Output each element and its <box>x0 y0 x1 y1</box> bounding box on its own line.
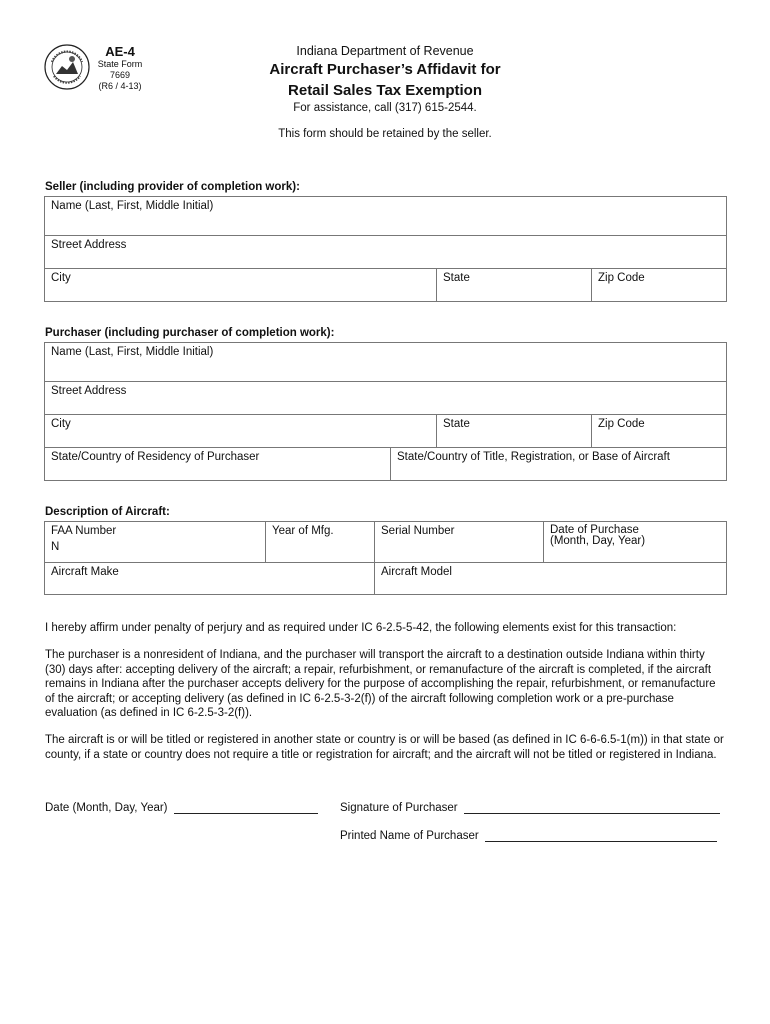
form-identifier <box>92 44 148 92</box>
aircraft-title-registration-label: State/Country of Title, Registration, or Base of Aircraft <box>397 451 670 463</box>
purchaser-residency-label: State/Country of Residency of Purchaser <box>51 451 260 463</box>
seller-state-label: State <box>443 272 470 284</box>
purchaser-signature-row <box>340 802 720 814</box>
aircraft-section-title: Description of Aircraft: <box>45 506 170 518</box>
serial-number-field[interactable] <box>375 522 544 563</box>
aircraft-make-label: Aircraft Make <box>51 566 119 578</box>
purchaser-residency-field[interactable] <box>45 448 391 481</box>
date-signed-label: Date (Month, Day, Year) <box>45 802 168 814</box>
purchaser-city-label: City <box>51 418 71 430</box>
aircraft-model-label: Aircraft Model <box>381 566 452 578</box>
aircraft-make-field[interactable] <box>45 563 375 595</box>
form-title-line-2: Retail Sales Tax Exemption <box>288 82 482 99</box>
serial-number-label: Serial Number <box>381 525 455 537</box>
purchaser-table <box>44 342 727 481</box>
seller-street-field[interactable] <box>45 236 727 269</box>
seller-city-label: City <box>51 272 71 284</box>
purchaser-city-field[interactable] <box>45 415 437 448</box>
form-revision: (R6 / 4-13) <box>98 81 142 91</box>
date-signed-line[interactable] <box>174 802 318 814</box>
date-of-purchase-field[interactable] <box>544 522 727 563</box>
faa-number-prefix: N <box>51 541 60 553</box>
year-of-mfg-field[interactable] <box>266 522 375 563</box>
seller-zip-field[interactable] <box>592 269 727 302</box>
purchaser-street-field[interactable] <box>45 382 727 415</box>
seller-street-label: Street Address <box>51 239 127 251</box>
form-header <box>200 44 570 140</box>
seller-state-field[interactable] <box>437 269 592 302</box>
purchaser-name-label: Name (Last, First, Middle Initial) <box>51 346 214 358</box>
year-of-mfg-label: Year of Mfg. <box>272 525 334 537</box>
purchaser-signature-line[interactable] <box>464 802 720 814</box>
seller-zip-label: Zip Code <box>598 272 645 284</box>
printed-name-line[interactable] <box>485 830 717 842</box>
department-name: Indiana Department of Revenue <box>296 44 474 58</box>
purchaser-zip-field[interactable] <box>592 415 727 448</box>
assistance-phone: For assistance, call (317) 615-2544. <box>293 102 477 114</box>
purchaser-signature-label: Signature of Purchaser <box>340 802 458 814</box>
affirmation-paragraph-2: The aircraft is or will be titled or registered in another state or country is or will be based (as defined in IC 6-6-6.5-1(m)) in that state or county, if a state or country does not require a title or registration for aircraft; and the aircraft will not be titled or registered in Indiana. <box>45 734 724 761</box>
date-signed-row <box>45 802 318 814</box>
date-of-purchase-format: (Month, Day, Year) <box>550 535 646 547</box>
retain-note: This form should be retained by the seller. <box>278 128 492 140</box>
form-code: AE-4 <box>105 44 135 59</box>
affirmation-paragraph-1: The purchaser is a nonresident of Indiana, and the purchaser will transport the aircraft to a destination outside Indiana within thirty (30) days after: accepting delivery of the aircraft; a repair, refurbishment, or remanufacture of the aircraft is completed, if the aircraft remains in Indiana after the purchaser accepts delivery for the purpose of accomplishing the repair, refurbishment, or remanufacture of the aircraft; or accepting delivery (as defined in IC 6-2.5-3-2(f)) of the aircraft following completion work or a pre-purchase evaluation (as defined in IC 6-2.5-3-2(f)). <box>45 649 716 719</box>
printed-name-label: Printed Name of Purchaser <box>340 830 479 842</box>
printed-name-row <box>340 830 717 842</box>
affirmation-intro: I hereby affirm under penalty of perjury and as required under IC 6-2.5-5-42, the following elements exist for this transaction: <box>45 622 677 634</box>
purchaser-zip-label: Zip Code <box>598 418 645 430</box>
purchaser-section-title: Purchaser (including purchaser of completion work): <box>45 327 335 339</box>
aircraft-title-registration-field[interactable] <box>391 448 727 481</box>
form-title-line-1: Aircraft Purchaser’s Affidavit for <box>269 61 501 78</box>
purchaser-name-field[interactable] <box>45 343 727 382</box>
aircraft-model-field[interactable] <box>375 563 727 595</box>
faa-number-field[interactable] <box>45 522 266 563</box>
purchaser-state-field[interactable] <box>437 415 592 448</box>
indiana-state-seal-icon <box>44 44 90 90</box>
purchaser-street-label: Street Address <box>51 385 127 397</box>
seller-table <box>44 196 727 302</box>
seller-section-title: Seller (including provider of completion work): <box>45 181 300 193</box>
seller-city-field[interactable] <box>45 269 437 302</box>
purchaser-state-label: State <box>443 418 470 430</box>
state-form-number: State Form 7669 <box>97 59 143 80</box>
seller-name-field[interactable] <box>45 197 727 236</box>
date-of-purchase-label: Date of Purchase <box>550 524 639 536</box>
aircraft-table <box>44 521 727 595</box>
faa-number-label: FAA Number <box>51 525 117 537</box>
seller-name-label: Name (Last, First, Middle Initial) <box>51 200 214 212</box>
